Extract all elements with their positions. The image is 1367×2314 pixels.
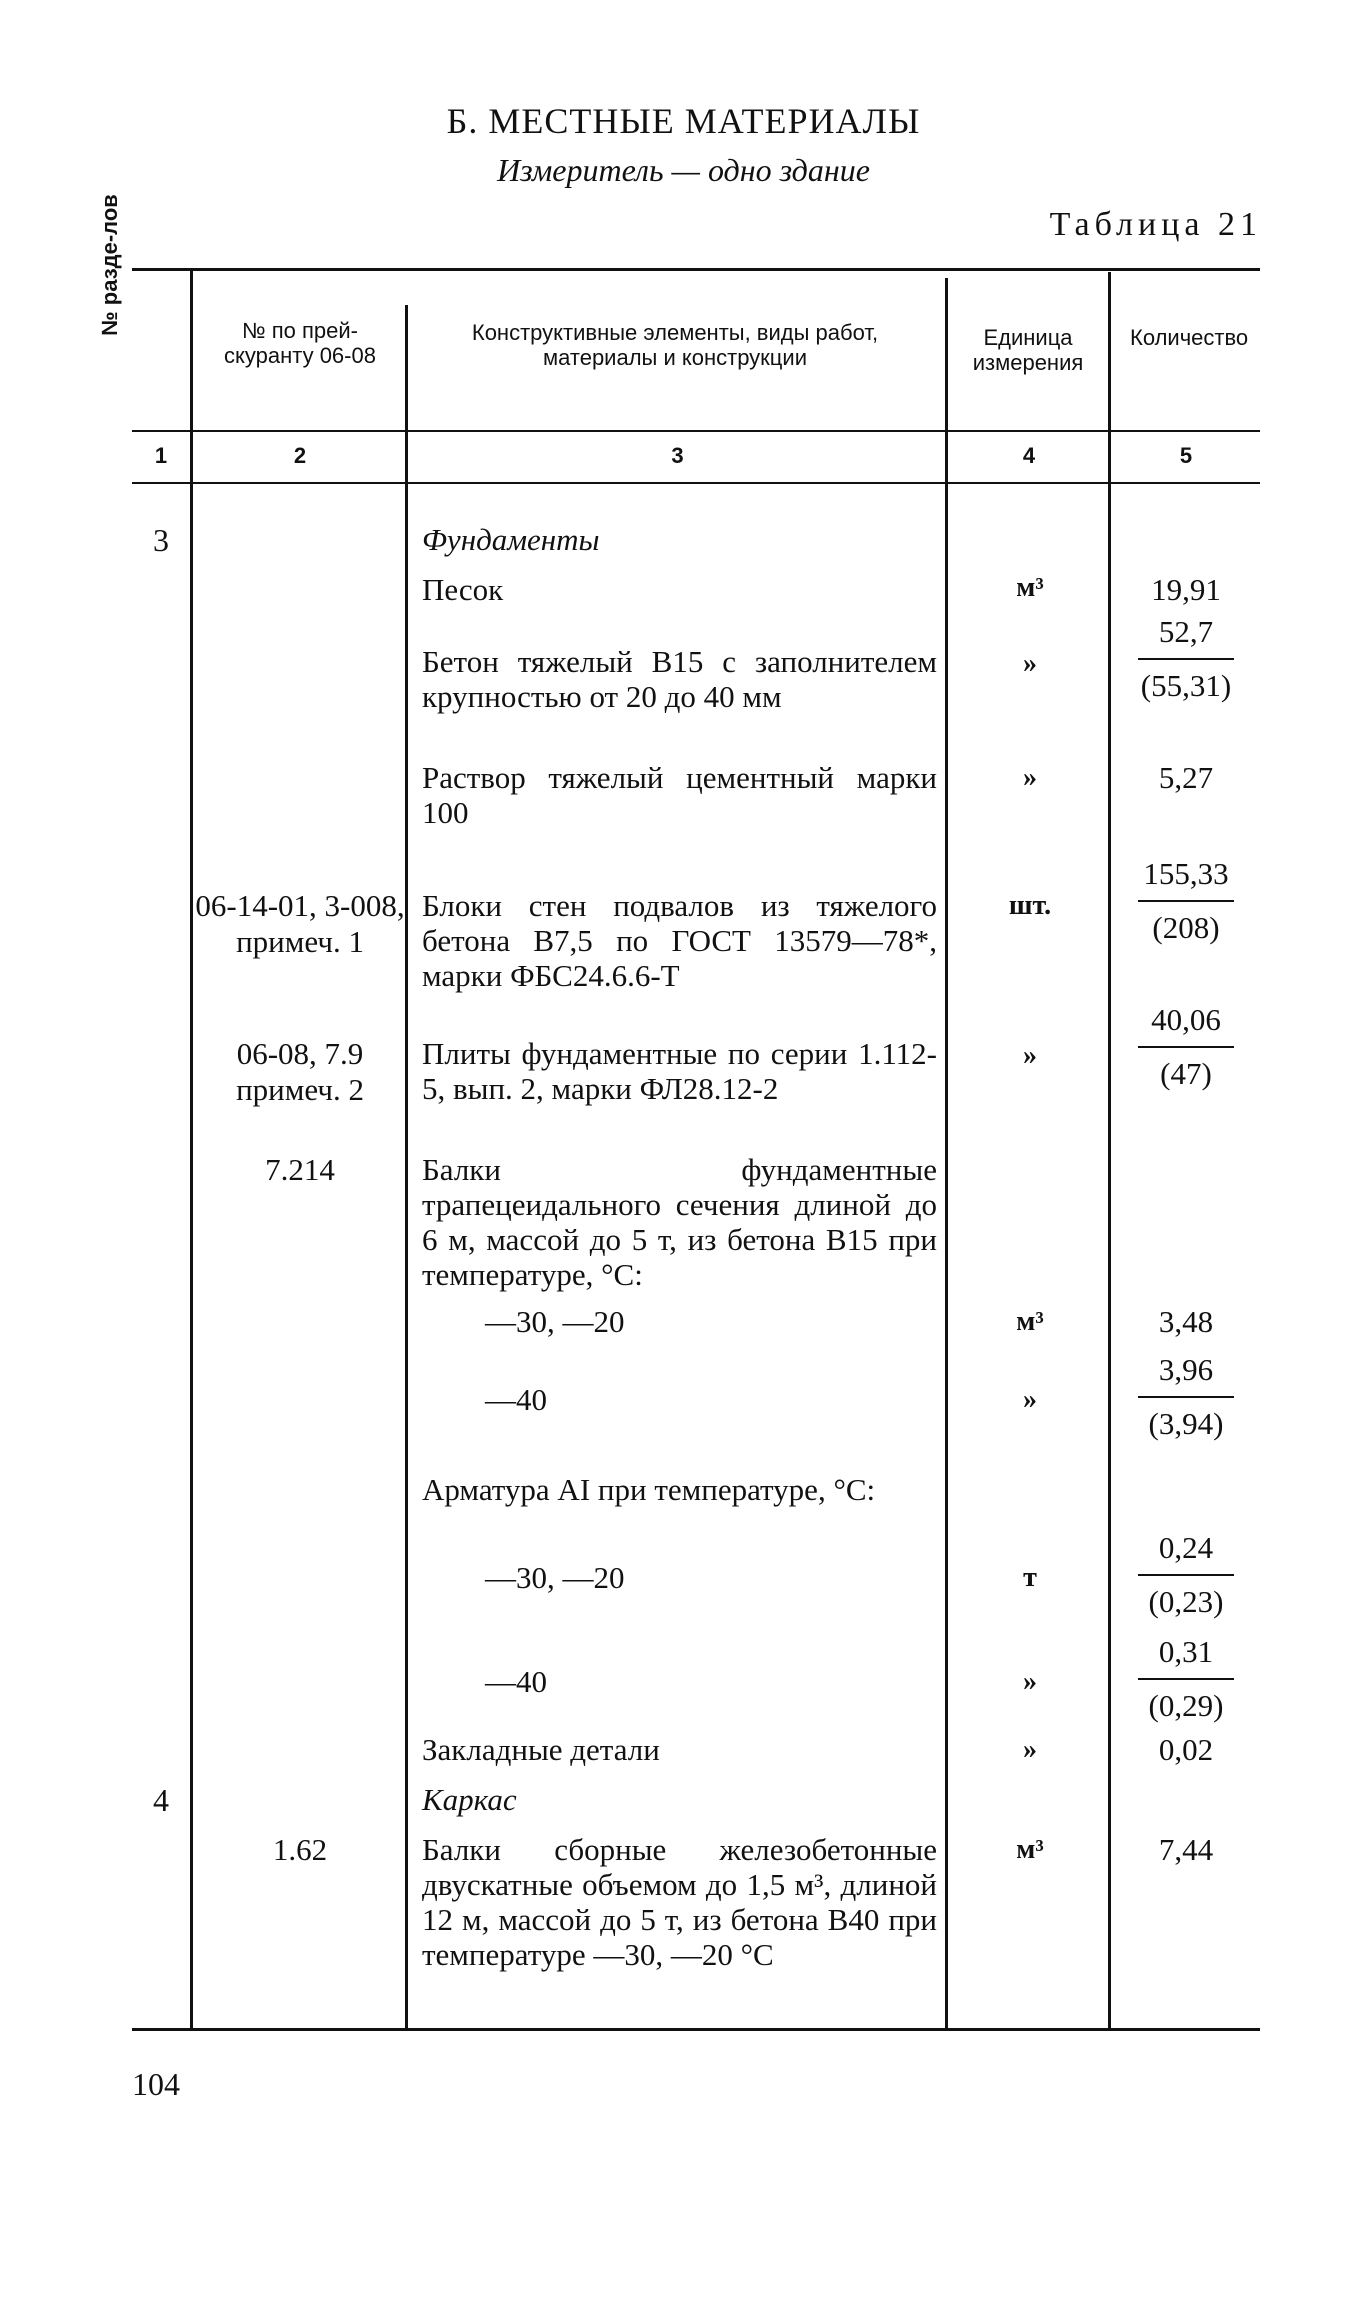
fraction-bar: [1138, 900, 1234, 902]
qty-top: 155,33: [1143, 856, 1229, 891]
page-number: 104: [132, 2066, 180, 2102]
colnum-2: 2: [293, 443, 307, 468]
row-unit: м³: [1016, 572, 1044, 603]
row-code: 7.214: [265, 1152, 335, 1187]
row-qty: 3,48: [1158, 1304, 1214, 1339]
table-label: Таблица 21: [1049, 206, 1262, 243]
row-qty-fraction: [1112, 1352, 1260, 1442]
qty-top: 0,24: [1158, 1530, 1214, 1565]
column-divider-3: [945, 278, 948, 2028]
fraction-bar: [1138, 1678, 1234, 1680]
header-col-2: № по прей-скуранту 06-08: [224, 318, 376, 368]
column-divider-2: [405, 305, 408, 2028]
row-unit: »: [1023, 1734, 1037, 1765]
row-unit: »: [1023, 1384, 1037, 1415]
row-desc: Закладные детали: [422, 1732, 660, 1767]
fraction-bar: [1138, 1396, 1234, 1398]
header-bottom-rule: [132, 430, 1260, 432]
colnum-5: 5: [1179, 443, 1193, 468]
row-desc: Балки фундаментные трапецеидального сечения длиной до 6 м, массой до 5 т, из бетона B15 при температуре, °С:: [422, 1152, 937, 1292]
colnum-4: 4: [1022, 443, 1036, 468]
row-unit: »: [1023, 648, 1037, 679]
row-qty-fraction: [1112, 1002, 1260, 1092]
measure-label: Измеритель — одно здание: [497, 152, 870, 188]
qty-top: 3,96: [1158, 1352, 1214, 1387]
row-desc: Арматура AI при температуре, °С:: [422, 1472, 876, 1507]
row-desc: Плиты фундаментные по серии 1.112-5, вып. 2, марки ФЛ28.12-2: [422, 1036, 937, 1106]
row-qty-fraction: [1112, 1530, 1260, 1620]
header-col-3: Конструктивные элементы, виды работ, материалы и конструкции: [471, 320, 879, 370]
row-unit: м³: [1016, 1834, 1044, 1865]
row-unit: »: [1023, 1040, 1037, 1071]
section-heading: Каркас: [422, 1782, 517, 1817]
qty-bottom: (47): [1160, 1056, 1212, 1091]
colnum-bottom-rule: [132, 482, 1260, 484]
qty-bottom: (0,23): [1148, 1584, 1224, 1619]
fraction-bar: [1138, 658, 1234, 660]
row-desc: Бетон тяжелый B15 с заполнителем крупностью от 20 до 40 мм: [422, 644, 937, 714]
fraction-bar: [1138, 1574, 1234, 1576]
row-qty: 5,27: [1158, 760, 1214, 795]
qty-bottom: (3,94): [1148, 1406, 1224, 1441]
table-top-rule: [132, 268, 1260, 271]
qty-bottom: (0,29): [1148, 1688, 1224, 1723]
row-desc: —40: [485, 1664, 547, 1699]
fraction-bar: [1138, 1046, 1234, 1048]
table-bottom-rule: [132, 2028, 1260, 2031]
row-desc: Балки сборные железобетонные двускатные объемом до 1,5 м³, длиной 12 м, массой до 5 т, из бетона B40 при температуре —30, —20 °С: [422, 1832, 937, 1972]
row-unit: шт.: [1008, 890, 1052, 921]
row-unit: т: [1023, 1562, 1037, 1593]
row-desc: —30, —20: [485, 1560, 625, 1595]
row-unit: м³: [1016, 1306, 1044, 1337]
row-code: 06-08, 7.9 примеч. 2: [236, 1036, 364, 1107]
section-title: Б. МЕСТНЫЕ МАТЕРИАЛЫ: [446, 101, 921, 141]
qty-top: 40,06: [1151, 1002, 1221, 1037]
colnum-1: 1: [154, 443, 168, 468]
row-unit: »: [1023, 1666, 1037, 1697]
row-qty: 0,02: [1158, 1732, 1214, 1767]
row-desc: Блоки стен подвалов из тяжелого бетона B7,5 по ГОСТ 13579—78*, марки ФБС24.6.6-Т: [422, 888, 937, 993]
row-qty-fraction: [1112, 856, 1260, 946]
row-qty: 7,44: [1158, 1832, 1214, 1867]
row-desc: Песок: [422, 572, 504, 607]
row-code: 1.62: [272, 1832, 328, 1867]
row-desc: —40: [485, 1382, 547, 1417]
header-col-1: № разде-лов: [97, 194, 122, 336]
row-unit: »: [1023, 762, 1037, 793]
section-number: 3: [153, 522, 169, 558]
colnum-3: 3: [671, 443, 684, 468]
qty-top: 0,31: [1158, 1634, 1214, 1669]
row-qty-fraction: [1112, 614, 1260, 704]
row-desc: Раствор тяжелый цементный марки 100: [422, 760, 937, 830]
row-qty-fraction: [1112, 1634, 1260, 1724]
row-qty: 19,91: [1151, 572, 1221, 607]
qty-top: 52,7: [1158, 614, 1214, 649]
header-col-4: Единица измерения: [972, 325, 1084, 375]
row-code: 06-14-01, 3-008, примеч. 1: [195, 888, 405, 959]
column-divider-1: [190, 268, 193, 2028]
qty-bottom: (55,31): [1140, 668, 1232, 703]
section-number: 4: [153, 1782, 169, 1818]
qty-bottom: (208): [1152, 910, 1220, 945]
section-heading: Фундаменты: [422, 522, 600, 557]
header-col-5: Количество: [1130, 325, 1249, 350]
row-desc: —30, —20: [485, 1304, 625, 1339]
